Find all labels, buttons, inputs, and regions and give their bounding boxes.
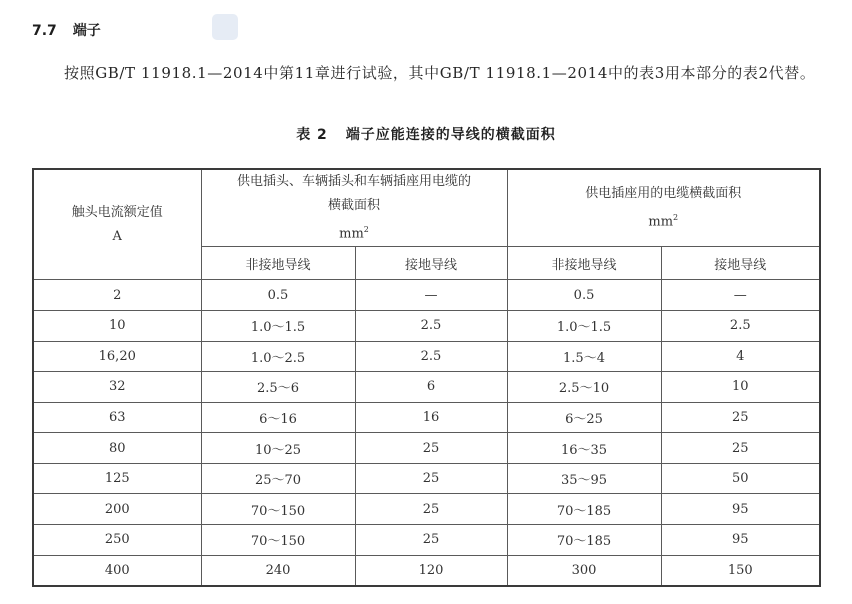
table-label: 表 2 — [296, 127, 328, 143]
header-socket-nonground: 非接地导线 — [507, 247, 661, 280]
cell-plug-ground: 2.5 — [355, 310, 507, 341]
header-rating — [33, 169, 201, 280]
table-row — [33, 310, 820, 341]
cross-section-table — [32, 168, 821, 587]
header-rating-unit: A — [112, 228, 122, 244]
cell-socket-ground: 50 — [661, 463, 820, 494]
cell-rating: 200 — [33, 494, 201, 525]
table-row — [33, 525, 820, 556]
cell-plug-ground: 2.5 — [355, 341, 507, 372]
header-plug-line2: 横截面积 — [328, 198, 381, 213]
cell-plug-nonground: 6～16 — [201, 402, 355, 433]
cell-rating: 400 — [33, 555, 201, 586]
cell-plug-nonground: 25～70 — [201, 463, 355, 494]
cell-plug-ground: 25 — [355, 433, 507, 464]
cell-socket-nonground: 1.0～1.5 — [507, 310, 661, 341]
header-plug-ground: 接地导线 — [355, 247, 507, 280]
table-row — [33, 494, 820, 525]
cell-plug-nonground: 0.5 — [201, 280, 355, 311]
cell-rating: 63 — [33, 402, 201, 433]
cell-socket-nonground: 1.5～4 — [507, 341, 661, 372]
cell-socket-nonground: 70～185 — [507, 525, 661, 556]
cell-plug-nonground: 2.5～6 — [201, 372, 355, 403]
cell-plug-ground: 120 — [355, 555, 507, 586]
cell-plug-ground: 25 — [355, 494, 507, 525]
cell-socket-ground: 10 — [661, 372, 820, 403]
table-caption: 端子应能连接的导线的横截面积 — [345, 127, 556, 143]
cell-rating: 125 — [33, 463, 201, 494]
table-row — [33, 372, 820, 403]
cell-plug-nonground: 1.0～2.5 — [201, 341, 355, 372]
header-plug-nonground: 非接地导线 — [201, 247, 355, 280]
section-heading — [32, 20, 101, 40]
cell-socket-nonground: 300 — [507, 555, 661, 586]
cell-plug-nonground: 70～150 — [201, 525, 355, 556]
cell-socket-ground: 95 — [661, 525, 820, 556]
cell-plug-ground: — — [355, 280, 507, 311]
cell-plug-nonground: 70～150 — [201, 494, 355, 525]
cell-plug-ground: 6 — [355, 372, 507, 403]
section-number: 7.7 — [32, 23, 57, 39]
table-row — [33, 280, 820, 311]
cell-plug-nonground: 10～25 — [201, 433, 355, 464]
table-row — [33, 341, 820, 372]
cell-rating: 16,20 — [33, 341, 201, 372]
cell-socket-ground: 4 — [661, 341, 820, 372]
header-plug-group — [201, 169, 507, 247]
header-rating-label: 触头电流额定值 — [71, 204, 163, 220]
table-row — [33, 555, 820, 586]
section-title: 端子 — [72, 23, 101, 39]
table-title — [0, 124, 852, 144]
header-socket-line1: 供电插座用的电缆横截面积 — [585, 186, 742, 201]
cell-rating: 32 — [33, 372, 201, 403]
cell-rating: 80 — [33, 433, 201, 464]
cell-socket-nonground: 6～25 — [507, 402, 661, 433]
watermark-logo — [212, 14, 238, 40]
header-socket-ground: 接地导线 — [661, 247, 820, 280]
cell-plug-nonground: 1.0～1.5 — [201, 310, 355, 341]
table-row — [33, 433, 820, 464]
header-socket-group — [507, 169, 820, 247]
cell-plug-ground: 16 — [355, 402, 507, 433]
cell-plug-nonground: 240 — [201, 555, 355, 586]
header-plug-line1: 供电插头、车辆插头和车辆插座用电缆的 — [237, 174, 472, 189]
cell-socket-ground: — — [661, 280, 820, 311]
table-row — [33, 463, 820, 494]
cell-socket-ground: 95 — [661, 494, 820, 525]
header-socket-unit: $mm^2$ — [648, 213, 679, 230]
cell-plug-ground: 25 — [355, 525, 507, 556]
cell-socket-ground: 25 — [661, 433, 820, 464]
body-paragraph: 按照GB/T 11918.1—2014中第11章进行试验，其中GB/T 11918.1—2014中的表3用本部分的表2代替。 — [64, 64, 816, 82]
cell-socket-nonground: 35～95 — [507, 463, 661, 494]
cell-socket-nonground: 2.5～10 — [507, 372, 661, 403]
cell-rating: 10 — [33, 310, 201, 341]
cell-socket-nonground: 0.5 — [507, 280, 661, 311]
cell-socket-nonground: 70～185 — [507, 494, 661, 525]
cell-rating: 250 — [33, 525, 201, 556]
cell-socket-ground: 2.5 — [661, 310, 820, 341]
cell-socket-nonground: 16～35 — [507, 433, 661, 464]
header-plug-unit: $mm^2$ — [339, 225, 369, 242]
cell-socket-ground: 150 — [661, 555, 820, 586]
table-row — [33, 402, 820, 433]
cell-rating: 2 — [33, 280, 201, 311]
cell-plug-ground: 25 — [355, 463, 507, 494]
cell-socket-ground: 25 — [661, 402, 820, 433]
